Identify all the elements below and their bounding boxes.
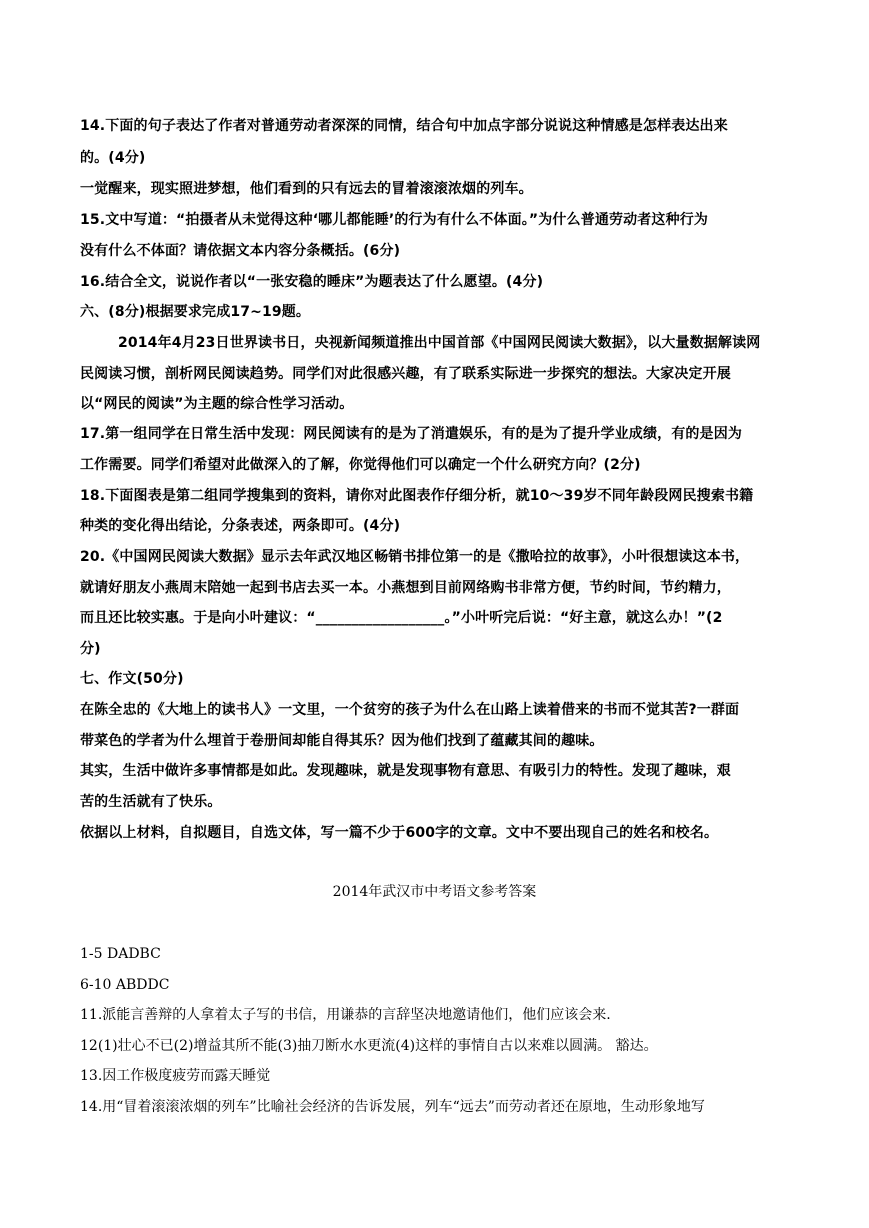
material-line-3: 以“网民的阅读”为主题的综合性学习活动。: [80, 396, 354, 412]
essay-prompt-line-2: 带菜色的学者为什么埋首于卷册间却能自得其乐？因为他们找到了蕴藏其间的趣味。: [80, 733, 604, 749]
question-17-line-1: 17.第一组同学在日常生活中发现：网民阅读有的是为了消遣娱乐，有的是为了提升学业成绩，有的是因为: [80, 426, 742, 442]
question-14-quote: 一觉醒来，现实照进梦想，他们看到的只有远去的冒着滚滚浓烟的列车。: [80, 181, 533, 197]
essay-prompt-line-3: 其实，生活中做许多事情都是如此。发现趣味，就是发现事物有意思、有吸引力的特性。发现了趣味，艰: [80, 763, 731, 779]
answer-14: 14.用“冒着滚滚浓烟的列车”比喻社会经济的告诉发展，列车“远去”而劳动者还在原地，生动形象地写: [80, 1099, 705, 1115]
answer-key-title: 2014年武汉市中考语文参考答案: [332, 884, 537, 900]
question-17-line-2: 工作需要。同学们希望对此做深入的了解，你觉得他们可以确定一个什么研究方向？(2分): [80, 457, 641, 473]
question-20-line-1: 20.《中国网民阅读大数据》显示去年武汉地区畅销书排位第一的是《撒哈拉的故事》，小叶很想读这本书，: [80, 549, 750, 565]
material-line-1: 2014年4月23日世界读书日，央视新闻频道推出中国首部《中国网民阅读大数据》，以大量数据解读网: [118, 335, 761, 351]
answer-13: 13.因工作极度疲劳而露天睡觉: [80, 1068, 271, 1084]
question-14-line-1: 14.下面的句子表达了作者对普通劳动者深深的同情，结合句中加点字部分说说这种情感是怎样表达出来: [80, 118, 728, 134]
question-18-line-2: 种类的变化得出结论，分条表述，两条即可。(4分): [80, 518, 401, 534]
question-18-line-1: 18.下面图表是第二组同学搜集到的资料，请你对此图表作仔细分析，就10～39岁不同年龄段网民搜索书籍: [80, 488, 754, 504]
material-line-2: 民阅读习惯，剖析网民阅读趋势。同学们对此很感兴趣，有了联系实际进一步探究的想法。大家决定开展: [80, 366, 731, 382]
question-20-line-3: 而且还比较实惠。于是向小叶建议：“__________________。”小叶听完后说：“好主意，就这么办！”(2: [80, 610, 723, 626]
answer-12: 12(1)壮心不已(2)增益其所不能(3)抽刀断水水更流(4)这样的事情自古以来难以圆满。 豁达。: [80, 1038, 658, 1054]
question-20-line-4: 分): [80, 641, 101, 657]
essay-prompt-line-5: 依据以上材料，自拟题目，自选文体，写一篇不少于600字的文章。文中不要出现自己的姓名和校名。: [80, 825, 719, 841]
question-15-line-2: 没有什么不体面？请依据文本内容分条概括。(6分): [80, 243, 401, 259]
answer-1-5: 1-5 DADBC: [80, 946, 161, 962]
answer-6-10: 6-10 ABDDC: [80, 977, 170, 993]
question-20-line-2: 就请好朋友小燕周末陪她一起到书店去买一本。小燕想到目前网络购书非常方便，节约时间，节约精力，: [80, 580, 731, 596]
question-14-line-2: 的。(4分): [80, 150, 146, 166]
answer-11: 11.派能言善辩的人拿着太子写的书信，用谦恭的言辞坚决地邀请他们，他们应该会来.: [80, 1007, 611, 1023]
essay-prompt-line-1: 在陈全忠的《大地上的读书人》一文里，一个贫穷的孩子为什么在山路上读着借来的书而不觉其苦?一群面: [80, 702, 740, 718]
question-16: 16.结合全文，说说作者以“一张安稳的睡床”为题表达了什么愿望。(4分): [80, 274, 544, 290]
section-7-heading: 七、作文(50分): [80, 671, 184, 687]
essay-prompt-line-4: 苦的生活就有了快乐。: [80, 794, 222, 810]
section-6-heading: 六、(8分)根据要求完成17~19题。: [80, 304, 311, 320]
question-15-line-1: 15.文中写道：“拍摄者从未觉得这种‘哪儿都能睡’的行为有什么不体面。”为什么普通劳动者这种行为: [80, 212, 709, 228]
